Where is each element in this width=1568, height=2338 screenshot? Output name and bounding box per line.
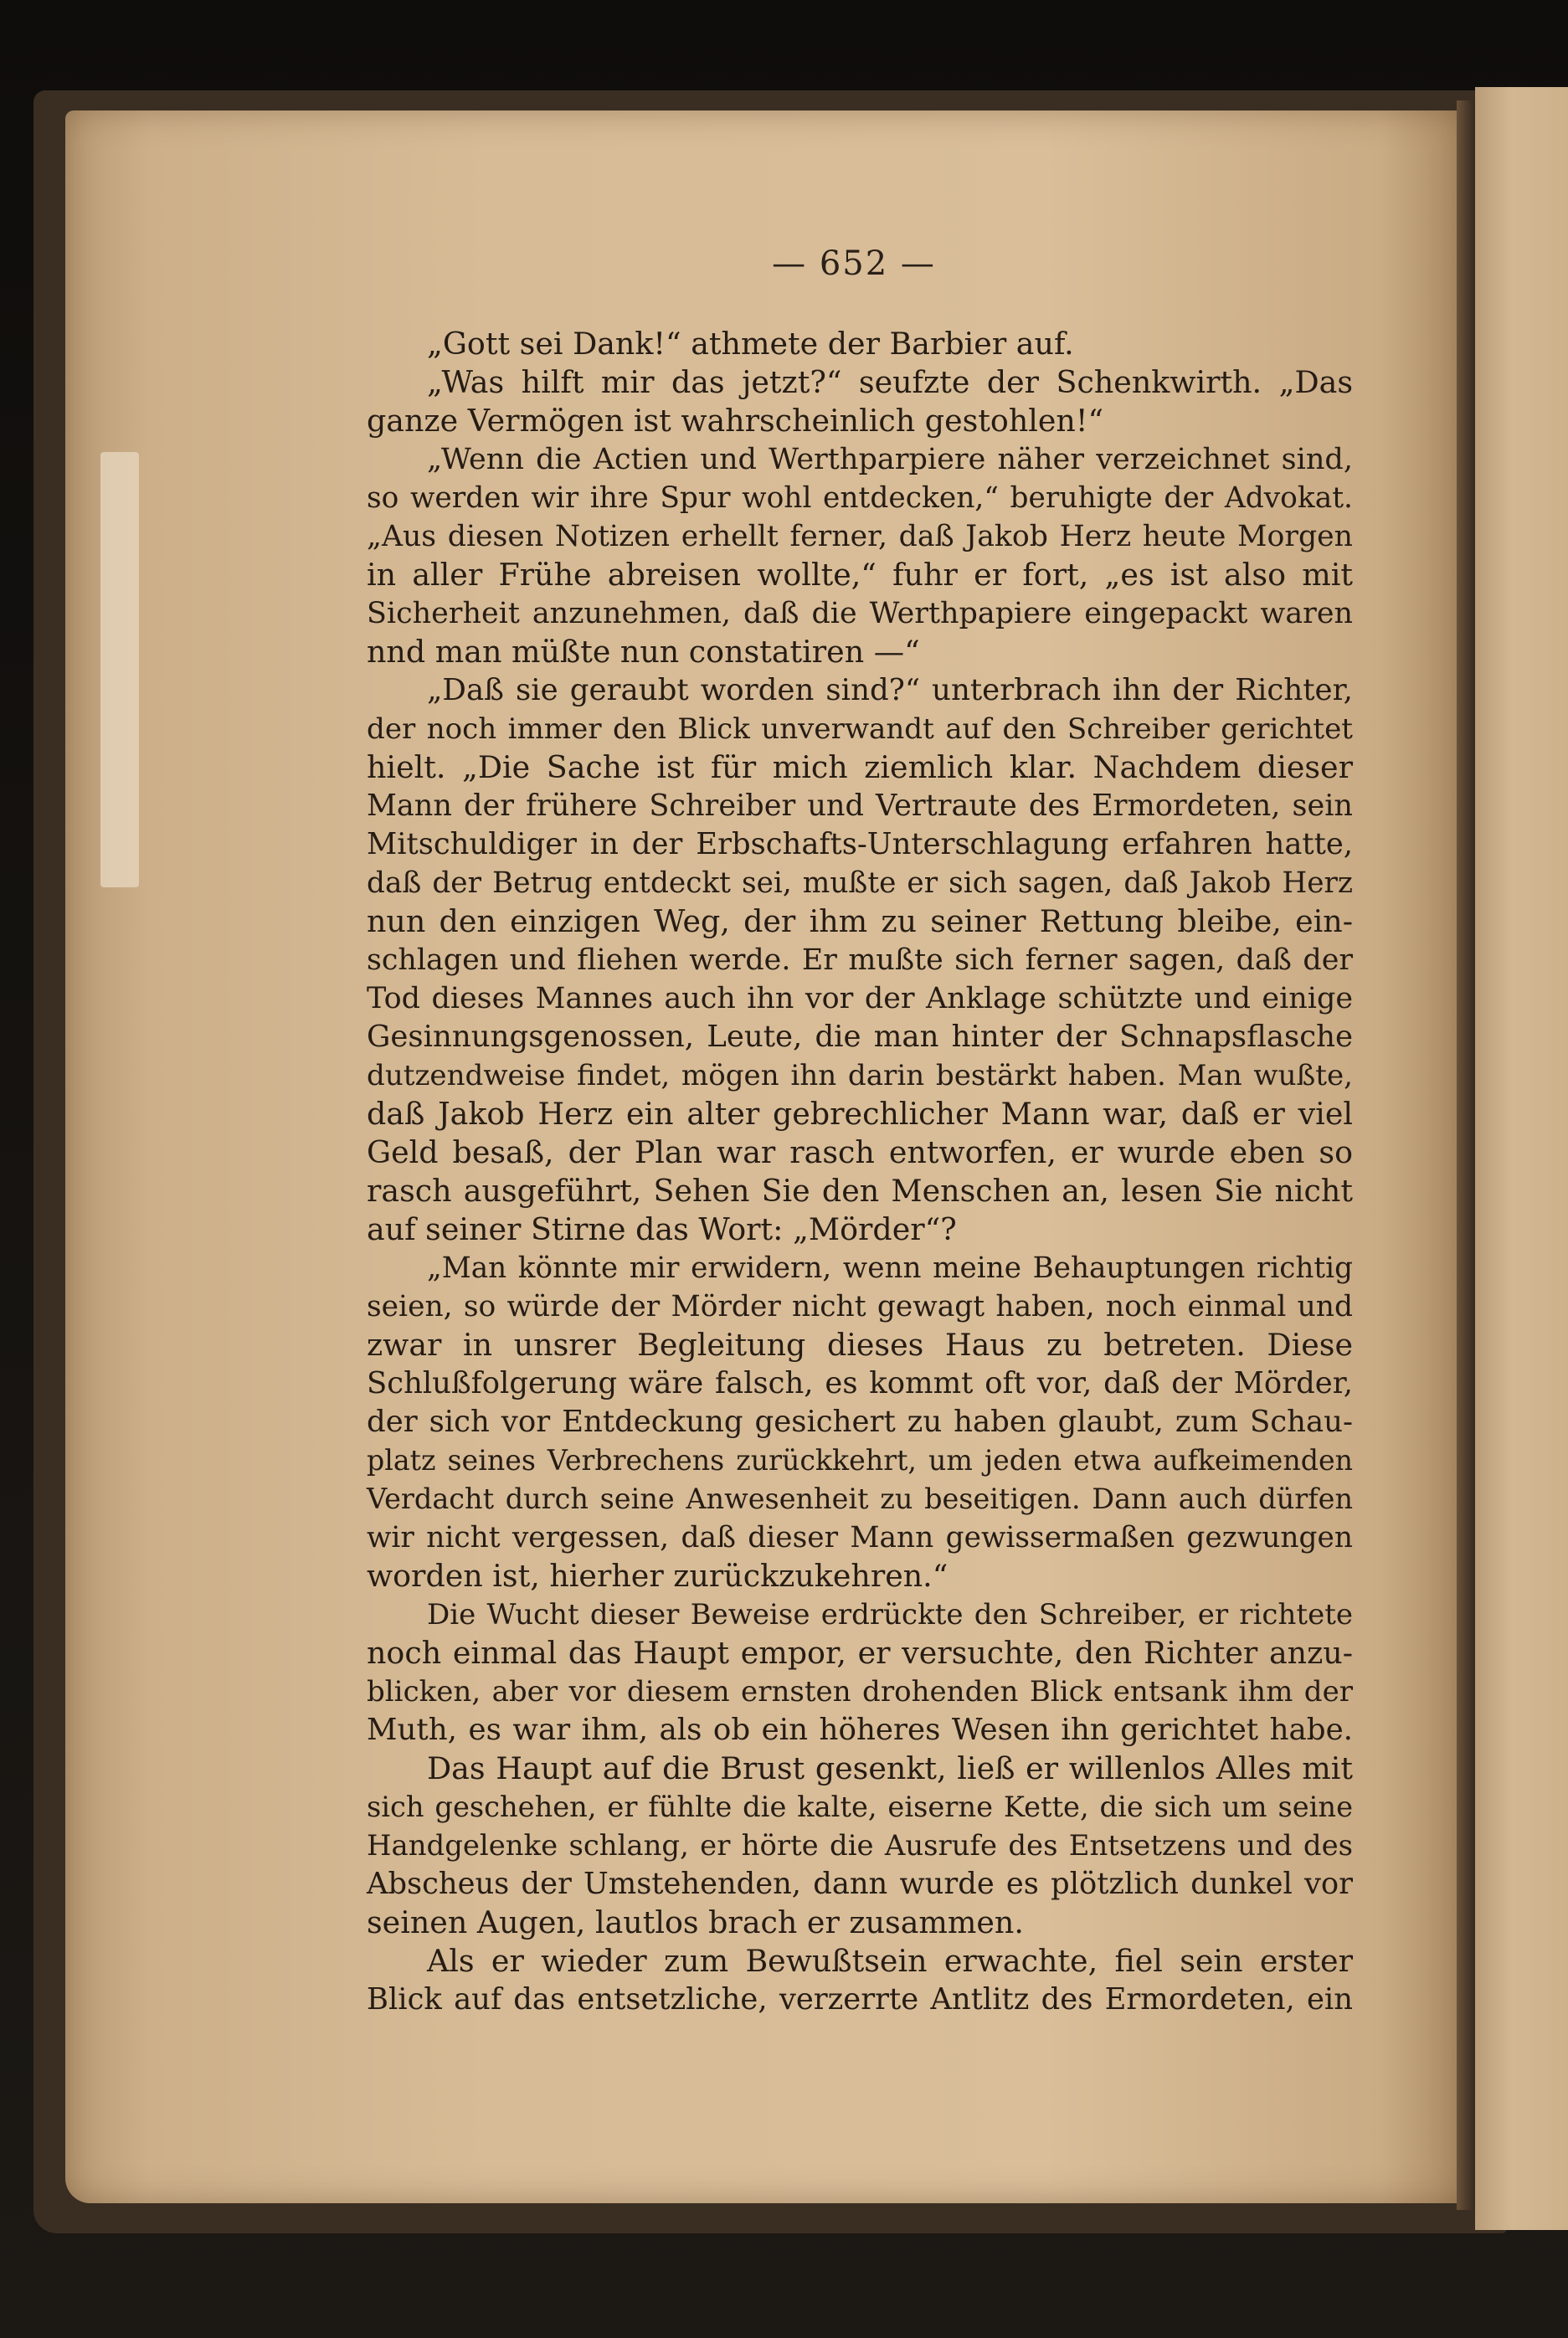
text-line: nnd man müßte nun constatiren —“: [367, 634, 920, 670]
text-line: Tod dieses Mannes auch ihn vor der Anklage schützte und einige: [367, 982, 1353, 1015]
text-line: dutzendweise findet, mögen ihn darin bestärkt haben. Man wußte,: [367, 1059, 1353, 1092]
text-line: Sicherheit anzunehmen, daß die Werthpapiere eingepackt waren: [367, 597, 1353, 630]
text-line: Verdacht durch seine Anwesenheit zu beseitigen. Dann auch dürfen: [367, 1482, 1353, 1515]
text-line: der sich vor Entdeckung gesichert zu haben glaubt, zum Schau-: [367, 1405, 1353, 1439]
paper-tab: [100, 452, 139, 887]
text-line: Mitschuldiger in der Erbschafts-Unterschlagung erfahren hatte,: [367, 827, 1353, 861]
text-line: seinen Augen, lautlos brach er zusammen.: [367, 1904, 1024, 1940]
text-line: wir nicht vergessen, daß dieser Mann gewissermaßen gezwungen: [367, 1521, 1353, 1554]
text-line: seien, so würde der Mörder nicht gewagt haben, noch einmal und: [367, 1290, 1353, 1323]
text-line: Als er wieder zum Bewußtsein erwachte, fiel sein erster: [427, 1943, 1353, 1979]
text-line: daß Jakob Herz ein alter gebrechlicher Mann war, daß er viel: [367, 1096, 1353, 1132]
text-line: „Man könnte mir erwidern, wenn meine Behauptungen richtig: [427, 1251, 1353, 1285]
text-line: sich geschehen, er fühlte die kalte, eiserne Kette, die sich um seine: [367, 1791, 1353, 1823]
text-line: in aller Frühe abreisen wollte,“ fuhr er fort, „es ist also mit: [367, 557, 1353, 593]
text-line: Die Wucht dieser Beweise erdrückte den Schreiber, er richtete: [427, 1598, 1353, 1631]
text-line: Abscheus der Umstehenden, dann wurde es plötzlich dunkel vor: [367, 1867, 1353, 1901]
text-line: ganze Vermögen ist wahrscheinlich gestohlen!“: [367, 403, 1104, 439]
facing-page: [1475, 87, 1568, 2230]
text-line: Blick auf das entsetzliche, verzerrte Antlitz des Ermordeten, ein: [367, 1982, 1353, 2017]
text-line: schlagen und fliehen werde. Er mußte sich ferner sagen, daß der: [367, 943, 1353, 977]
text-line: auf seiner Stirne das Wort: „Mörder“?: [367, 1211, 957, 1247]
text-line: Schlußfolgerung wäre falsch, es kommt oft vor, daß der Mörder,: [367, 1366, 1353, 1400]
body-text: [367, 325, 1353, 2019]
text-line: noch einmal das Haupt empor, er versuchte, den Richter anzu-: [367, 1635, 1353, 1671]
text-line: Das Haupt auf die Brust gesenkt, ließ er willenlos Alles mit: [427, 1750, 1353, 1786]
text-line: platz seines Verbrechens zurückkehrt, um jeden etwa aufkeimenden: [367, 1444, 1353, 1477]
text-line: blicken, aber vor diesem ernsten drohenden Blick entsank ihm der: [367, 1675, 1353, 1709]
text-line: Mann der frühere Schreiber und Vertraute des Ermordeten, sein: [367, 789, 1353, 823]
text-line: so werden wir ihre Spur wohl entdecken,“ beruhigte der Advokat.: [367, 481, 1353, 515]
text-line: nun den einzigen Weg, der ihm zu seiner Rettung bleibe, ein-: [367, 903, 1353, 939]
text-line: Muth, es war ihm, als ob ein höheres Wesen ihn gerichtet habe.: [367, 1713, 1353, 1747]
text-line: der noch immer den Blick unverwandt auf den Schreiber gerichtet: [367, 712, 1353, 746]
text-line: zwar in unsrer Begleitung dieses Haus zu betreten. Diese: [367, 1327, 1353, 1363]
text-line: Gesinnungsgenossen, Leute, die man hinter der Schnapsflasche: [367, 1020, 1353, 1054]
text-line: „Aus diesen Notizen erhellt ferner, daß Jakob Herz heute Morgen: [367, 520, 1353, 553]
text-line: „Wenn die Actien und Werthparpiere näher verzeichnet sind,: [427, 442, 1353, 476]
text-line: „Daß sie geraubt worden sind?“ unterbrach ihn der Richter,: [427, 673, 1353, 707]
text-line: rasch ausgeführt, Sehen Sie den Menschen an, lesen Sie nicht: [367, 1173, 1353, 1209]
text-line: Geld besaß, der Plan war rasch entworfen, er wurde eben so: [367, 1134, 1353, 1170]
text-line: Handgelenke schlang, er hörte die Ausrufe des Entsetzens und des: [367, 1829, 1353, 1862]
text-line: „Was hilft mir das jetzt?“ seufzte der Schenkwirth. „Das: [427, 364, 1353, 400]
page-number: — 652 —: [772, 244, 936, 283]
text-line: „Gott sei Dank!“ athmete der Barbier auf.: [427, 326, 1074, 362]
text-line: hielt. „Die Sache ist für mich ziemlich klar. Nachdem dieser: [367, 749, 1353, 785]
text-line: worden ist, hierher zurückzukehren.“: [367, 1558, 949, 1594]
text-line: daß der Betrug entdeckt sei, mußte er sich sagen, daß Jakob Herz: [367, 866, 1353, 900]
